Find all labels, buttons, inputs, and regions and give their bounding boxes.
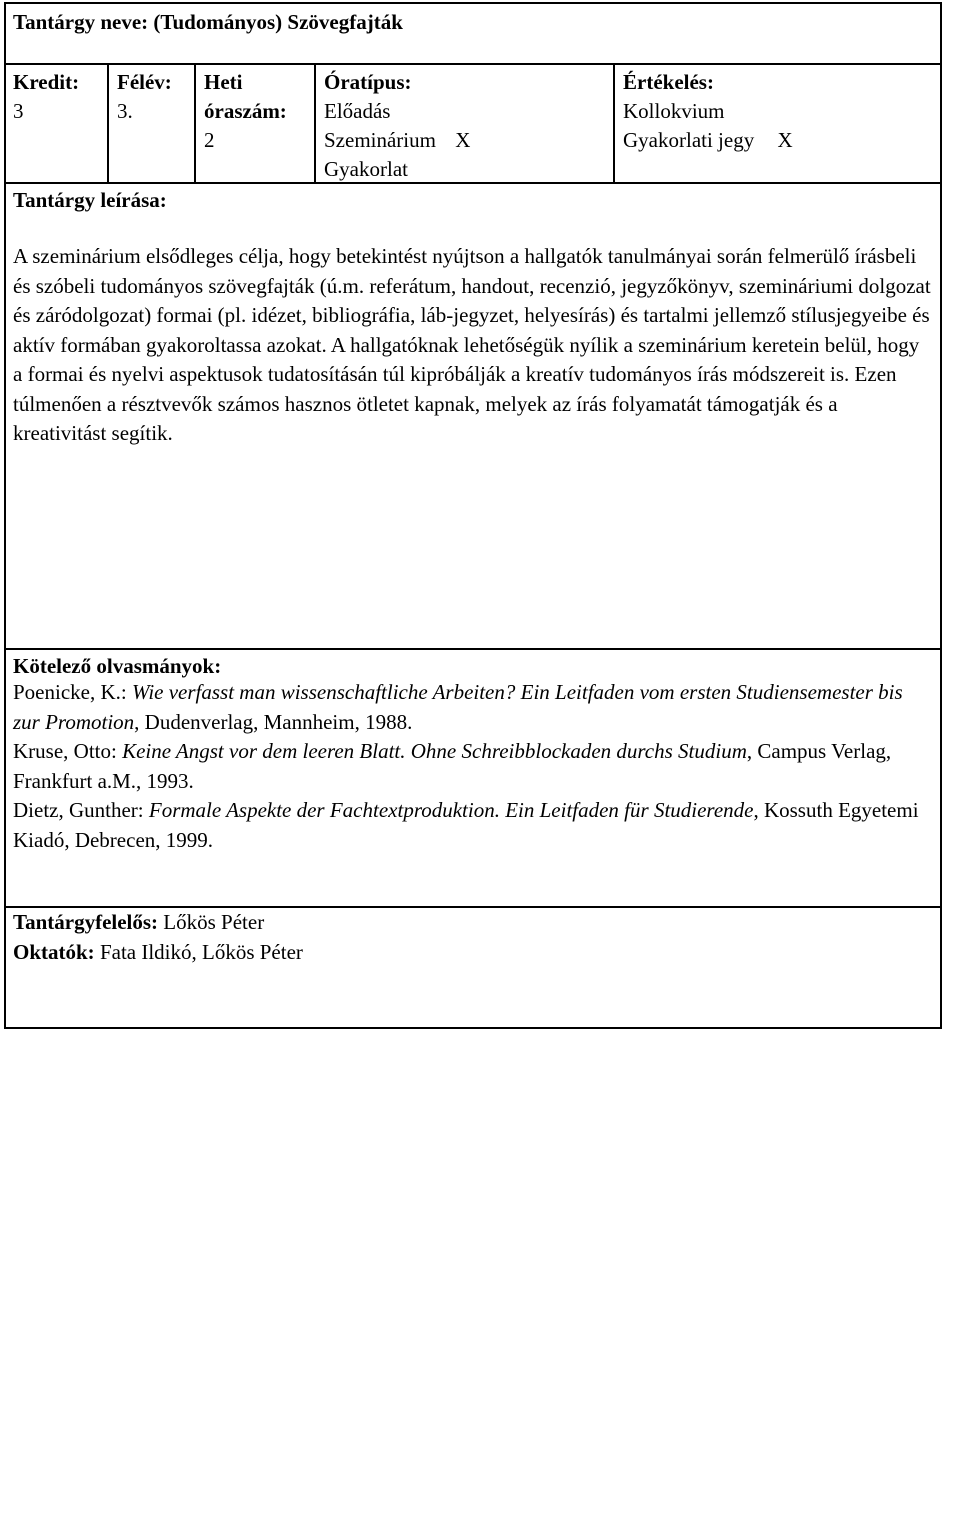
oratipus-mark: X	[455, 128, 471, 152]
reading-title: Formale Aspekte der Fachtextproduktion. Ein Leitfaden für Studierende	[148, 798, 754, 822]
reading-title: Keine Angst vor dem leeren Blatt. Ohne Schreibblockaden durchs Studium	[122, 739, 747, 763]
felev-cell	[117, 68, 172, 126]
staff-block	[13, 908, 303, 967]
col-divider	[613, 63, 615, 182]
reading-author: Dietz, Gunther:	[13, 798, 149, 822]
kredit-cell	[13, 68, 79, 126]
reading-author: Kruse, Otto:	[13, 739, 123, 763]
felev-label: Félév:	[117, 70, 172, 94]
ertekeles-option: Kollokvium	[623, 99, 725, 123]
reading-publisher: , Kossuth Egyetemi Kiadó, Debrecen, 1999.	[13, 798, 919, 852]
responsible-name: Lőkös Péter	[158, 910, 265, 934]
course-sheet	[4, 2, 942, 1029]
oratipus-option-label: Szeminárium	[324, 128, 436, 152]
ertekeles-mark: X	[777, 128, 793, 152]
description-label: Tantárgy leírása:	[13, 188, 167, 212]
row-divider	[6, 63, 940, 65]
reading-author: Poenicke, K.:	[13, 680, 132, 704]
description-text: A szeminárium elsődleges célja, hogy betekintést nyújtson a hallgatók tanulmányai során felmerülő írásbeli és szóbeli tudományos szövegfajták (ú.m. referátum, handout, recenzió, jegyzőkönyv, szemináriumi dolgozat és záródolgozat) formai (pl. idézet, bibliográfia, láb-jegyzet, helyesírás) és tartalmi jellemző stílusjegyeibe és aktív formában gyakoroltassa azokat. A hallgatóknak lehetőségük nyílik a szeminárium keretein belül, hogy a formai és nyelvi aspektusok tudatosításán túl kipróbálják a kreatív tudományos írás módszereit is. Ezen túlmenően a résztvevők számos hasznos ötletet kapnak, melyek az írás folyamatát támogatják és a kreativitást segítik.	[13, 244, 931, 445]
row-divider	[6, 648, 940, 650]
ertekeles-label: Értékelés:	[623, 70, 714, 94]
ertekeles-cell	[623, 68, 793, 155]
teachers-line	[13, 938, 303, 968]
heti-value: 2	[204, 128, 215, 152]
responsible-label: Tantárgyfelelős:	[13, 910, 159, 934]
subject-label: Tantárgy neve:	[13, 10, 149, 34]
heti-cell	[204, 68, 287, 155]
reading-item	[13, 678, 931, 737]
kredit-label: Kredit:	[13, 70, 80, 94]
subject-name: (Tudományos) Szövegfajták	[153, 10, 403, 34]
oratipus-option	[324, 126, 470, 155]
row-divider	[6, 182, 940, 184]
readings-label: Kötelező olvasmányok:	[13, 654, 222, 678]
col-divider	[314, 63, 316, 182]
oratipus-cell	[324, 68, 470, 184]
reading-item	[13, 796, 931, 855]
oratipus-label: Óratípus:	[324, 70, 412, 94]
oratipus-option: Előadás	[324, 99, 391, 123]
felev-value: 3.	[117, 99, 133, 123]
ertekeles-option-label: Gyakorlati jegy	[623, 128, 755, 152]
col-divider	[194, 63, 196, 182]
reading-publisher: , Campus Verlag, Frankfurt a.M., 1993.	[13, 739, 892, 793]
reading-title: Wie verfasst man wissenschaftliche Arbeiten? Ein Leitfaden vom ersten Studiensemester bis zur Promotion	[13, 680, 903, 734]
oratipus-option: Gyakorlat	[324, 157, 408, 181]
responsible-line	[13, 908, 303, 938]
oraszam-label: óraszám:	[204, 99, 287, 123]
teachers-label: Oktatók:	[13, 939, 95, 964]
reading-item	[13, 737, 931, 796]
teachers-names: Fata Ildikó, Lőkös Péter	[94, 939, 303, 964]
reading-publisher: , Dudenverlag, Mannheim, 1988.	[134, 709, 413, 734]
subject-title	[13, 8, 403, 37]
readings-list	[13, 678, 931, 855]
col-divider	[107, 63, 109, 182]
kredit-value: 3	[13, 99, 24, 123]
heti-label: Heti	[204, 70, 243, 94]
ertekeles-option	[623, 126, 793, 155]
